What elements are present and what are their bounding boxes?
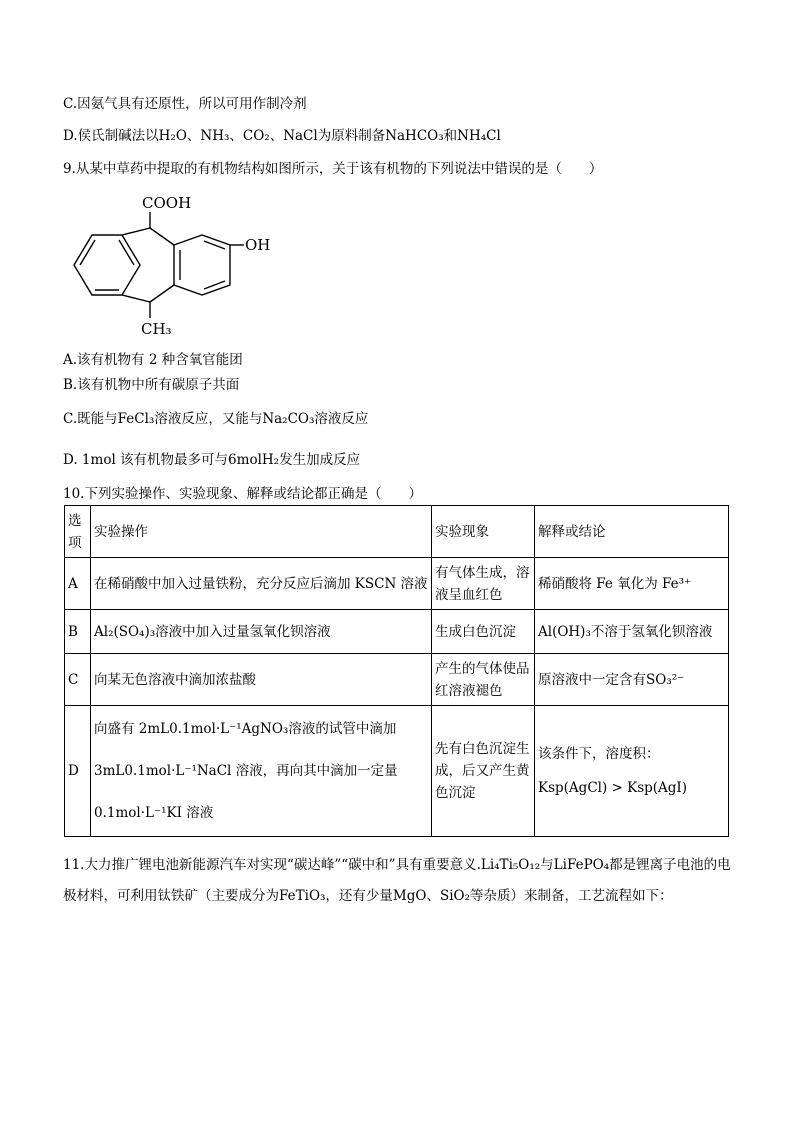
cooh-label: COOH [142, 194, 192, 212]
question-10: 10.下列实验操作、实验现象、解释或结论都正确是（ ） [63, 486, 422, 502]
header-conclusion: 解释或结论 [535, 506, 729, 558]
option-b9: B.该有机物中所有碳原子共面 [63, 377, 240, 393]
row-phenomenon: 生成白色沉淀 [432, 610, 535, 654]
row-operation: 向盛有 2mL0.1mol·L⁻¹AgNO₃溶液的试管中滴加 3mL0.1mol·L⁻¹NaCl 溶液，再向其中滴加一定量 0.1mol·L⁻¹KI 溶液 [91, 706, 432, 837]
table-row [65, 706, 729, 837]
oh-label: OH [245, 236, 271, 254]
row-option: A [65, 558, 91, 610]
row-conclusion: 原溶液中一定含有SO₃²⁻ [535, 654, 729, 706]
question-9: 9.从某中草药中提取的有机物结构如图所示，关于该有机物的下列说法中错误的是（ ） [63, 161, 603, 177]
row-conclusion: 该条件下，溶度积：Ksp(AgCl) > Ksp(AgI) [535, 706, 729, 837]
table-header-row [65, 506, 729, 558]
question-11: 11.大力推广锂电池新能源汽车对实现“碳达峰”“碳中和”具有重要意义.Li₄Ti₅O₁₂与LiFePO₄都是锂离子电池的电极材料，可利用钛铁矿（主要成分为FeTiO₃，还有少量MgO、SiO₂等杂质）来制备，工艺流程如下： [63, 857, 731, 904]
molecule-structure [62, 190, 292, 340]
option-d9: D. 1mol 该有机物最多可与6molH₂发生加成反应 [63, 452, 361, 468]
table-row [65, 558, 729, 610]
row-option: D [65, 706, 91, 837]
header-phenomenon: 实验现象 [432, 506, 535, 558]
ch3-label: CH₃ [141, 320, 172, 338]
option-d8: D.侯氏制碱法以H₂O、NH₃、CO₂、NaCl为原料制备NaHCO₃和NH₄Cl [63, 128, 501, 144]
row-phenomenon: 先有白色沉淀生成，后又产生黄色沉淀 [432, 706, 535, 837]
option-c9: C.既能与FeCl₃溶液反应，又能与Na₂CO₃溶液反应 [63, 411, 369, 427]
option-c8: C.因氨气具有还原性，所以可用作制冷剂 [63, 96, 307, 112]
row-conclusion: 稀硝酸将 Fe 氧化为 Fe³⁺ [535, 558, 729, 610]
row-operation: Al₂(SO₄)₃溶液中加入过量氢氧化钡溶液 [91, 610, 432, 654]
option-a9: A.该有机物有 2 种含氧官能团 [63, 352, 243, 368]
row-phenomenon: 产生的气体使品红溶液褪色 [432, 654, 535, 706]
row-option: C [65, 654, 91, 706]
header-operation: 实验操作 [91, 506, 432, 558]
row-operation: 在稀硝酸中加入过量铁粉，充分反应后滴加 KSCN 溶液 [91, 558, 432, 610]
row-conclusion: Al(OH)₃不溶于氢氧化钡溶液 [535, 610, 729, 654]
row-operation: 向某无色溶液中滴加浓盐酸 [91, 654, 432, 706]
row-option: B [65, 610, 91, 654]
experiment-table [64, 505, 729, 837]
table-row [65, 610, 729, 654]
row-phenomenon: 有气体生成，溶液呈血红色 [432, 558, 535, 610]
table-row [65, 654, 729, 706]
header-option: 选项 [65, 506, 91, 558]
